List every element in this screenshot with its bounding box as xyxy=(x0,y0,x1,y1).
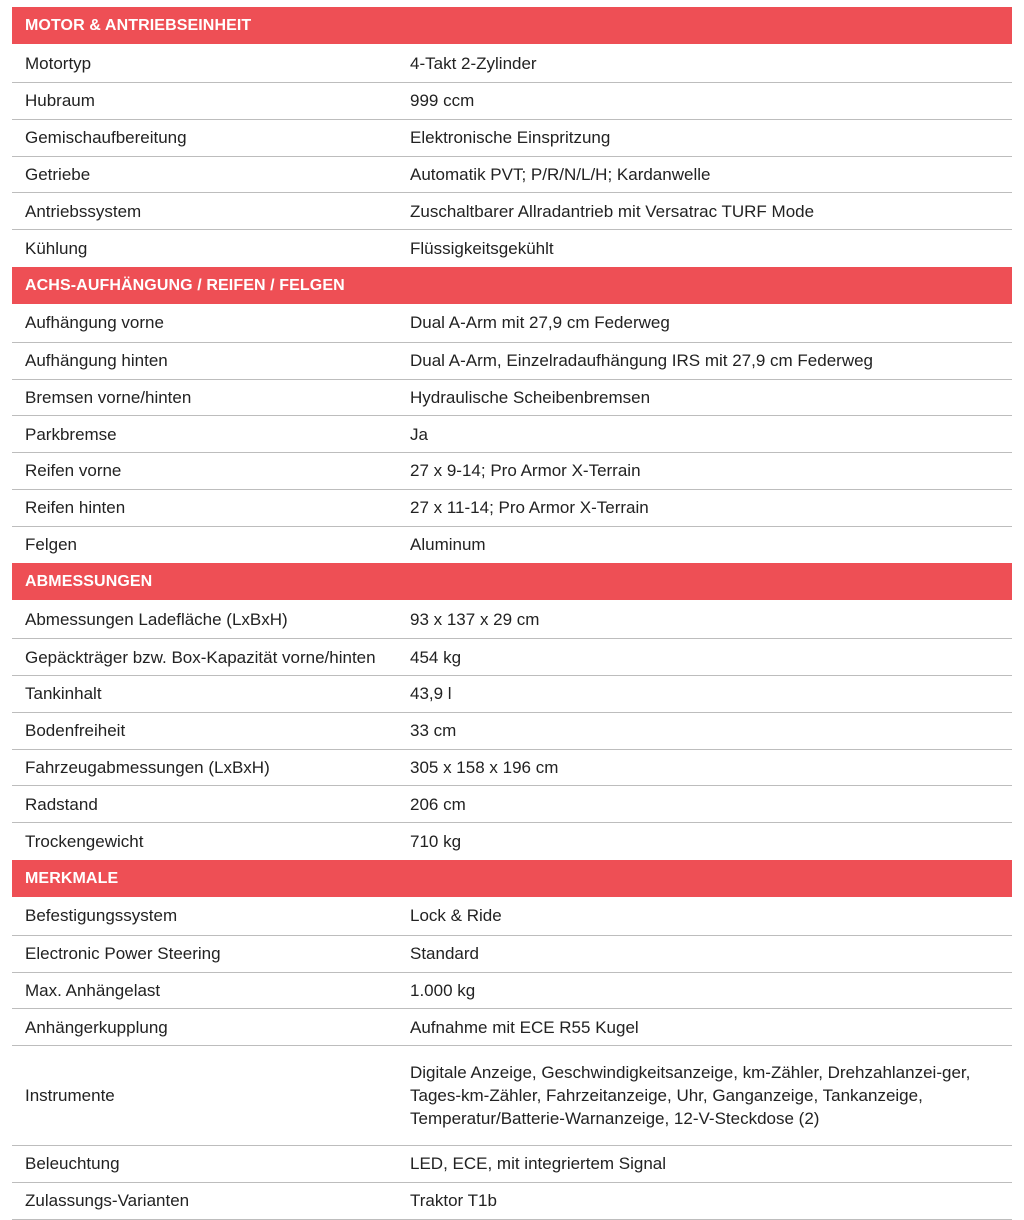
table-row xyxy=(12,343,1012,380)
row-label: Radstand xyxy=(25,794,98,814)
section-header-features: MERKMALE xyxy=(12,860,1012,897)
section-header-motor: MOTOR & ANTRIEBSEINHEIT xyxy=(12,7,1012,44)
row-value: Digitale Anzeige, Geschwindigkeitsanzeige, km-Zähler, Drehzahlanzei-ger, Tages-km-Zähler, Fahrzeitanzeige, Uhr, Ganganzeige, Tankanzeige, Temperatur/Batterie-Warnanzeige, 12-V-Steckdose (2) xyxy=(410,1063,971,1128)
row-value: Traktor T1b xyxy=(410,1191,497,1211)
row-value: Dual A-Arm mit 27,9 cm Federweg xyxy=(410,313,670,333)
row-value: 93 x 137 x 29 cm xyxy=(410,609,540,629)
row-label: Kühlung xyxy=(25,238,88,258)
row-label: Tankinhalt xyxy=(25,684,102,704)
row-label: Felgen xyxy=(25,535,77,555)
row-value: Zuschaltbarer Allradantrieb mit Versatrac TURF Mode xyxy=(410,201,815,221)
spec-table xyxy=(12,7,1012,1220)
row-label: Max. Anhängelast xyxy=(25,980,161,1000)
row-label: Gemischaufbereitung xyxy=(25,128,187,148)
table-row xyxy=(12,897,1012,936)
row-value: 305 x 158 x 196 cm xyxy=(410,757,559,777)
table-row xyxy=(12,786,1012,823)
row-value: Hydraulische Scheibenbremsen xyxy=(410,387,651,407)
section-header-dimensions: ABMESSUNGEN xyxy=(12,563,1012,600)
table-row xyxy=(12,527,1012,564)
row-label: Electronic Power Steering xyxy=(25,944,221,964)
table-row xyxy=(12,973,1012,1010)
row-value: 454 kg xyxy=(410,647,462,667)
row-value: Flüssigkeitsgekühlt xyxy=(410,238,554,258)
row-label: Beleuchtung xyxy=(25,1154,120,1174)
row-value: Aufnahme mit ECE R55 Kugel xyxy=(410,1017,639,1037)
table-row xyxy=(12,1046,1012,1146)
row-label: Reifen vorne xyxy=(25,461,122,481)
table-row xyxy=(12,83,1012,120)
row-label: Anhängerkupplung xyxy=(25,1017,168,1037)
row-value: LED, ECE, mit integriertem Signal xyxy=(410,1154,667,1174)
row-label: Getriebe xyxy=(25,164,91,184)
row-value: 710 kg xyxy=(410,831,462,851)
section-header-suspension: ACHS-AUFHÄNGUNG / REIFEN / FELGEN xyxy=(12,267,1012,304)
row-label: Abmessungen Ladefläche (LxBxH) xyxy=(25,609,288,629)
row-value: 43,9 l xyxy=(410,684,452,704)
row-value: Standard xyxy=(410,944,479,964)
row-label: Antriebssystem xyxy=(25,201,142,221)
row-value: 1.000 kg xyxy=(410,980,476,1000)
row-label: Bodenfreiheit xyxy=(25,721,126,741)
row-label: Reifen hinten xyxy=(25,498,126,518)
row-label: Aufhängung hinten xyxy=(25,351,168,371)
row-value: 4-Takt 2-Zylinder xyxy=(410,53,537,73)
row-value: Dual A-Arm, Einzelradaufhängung IRS mit 27,9 cm Federweg xyxy=(410,351,874,371)
row-value: 27 x 9-14; Pro Armor X-Terrain xyxy=(410,461,641,481)
table-row xyxy=(12,639,1012,676)
table-row xyxy=(12,1183,1012,1220)
row-value: Lock & Ride xyxy=(410,906,502,926)
row-label: Befestigungssystem xyxy=(25,906,178,926)
row-value: 27 x 11-14; Pro Armor X-Terrain xyxy=(410,498,649,518)
table-row xyxy=(12,416,1012,453)
table-row xyxy=(12,380,1012,417)
table-row xyxy=(12,676,1012,713)
row-label: Instrumente xyxy=(25,1086,115,1105)
table-row xyxy=(12,600,1012,639)
table-row xyxy=(12,453,1012,490)
table-row xyxy=(12,1146,1012,1183)
row-value: 33 cm xyxy=(410,721,457,741)
row-value: Elektronische Einspritzung xyxy=(410,128,611,148)
table-row xyxy=(12,823,1012,860)
table-row xyxy=(12,230,1012,267)
row-label: Trockengewicht xyxy=(25,831,144,851)
table-row xyxy=(12,193,1012,230)
table-row xyxy=(12,713,1012,750)
row-label: Fahrzeugabmessungen (LxBxH) xyxy=(25,757,270,777)
row-value: Ja xyxy=(410,424,428,444)
table-row xyxy=(12,490,1012,527)
table-row xyxy=(12,157,1012,194)
row-value: 999 ccm xyxy=(410,91,475,111)
row-label: Zulassungs-Varianten xyxy=(25,1191,190,1211)
table-row xyxy=(12,304,1012,343)
table-row xyxy=(12,44,1012,83)
row-value: Automatik PVT; P/R/N/L/H; Kardanwelle xyxy=(410,164,711,184)
table-row xyxy=(12,1009,1012,1046)
row-label: Aufhängung vorne xyxy=(25,313,164,333)
table-row xyxy=(12,750,1012,787)
table-row xyxy=(12,120,1012,157)
row-value: Aluminum xyxy=(410,535,486,555)
row-label: Bremsen vorne/hinten xyxy=(25,387,192,407)
row-label: Hubraum xyxy=(25,91,95,111)
row-label: Gepäckträger bzw. Box-Kapazität vorne/hinten xyxy=(25,647,376,667)
row-label: Parkbremse xyxy=(25,424,117,444)
row-value: 206 cm xyxy=(410,794,466,814)
row-label: Motortyp xyxy=(25,53,92,73)
table-row xyxy=(12,936,1012,973)
